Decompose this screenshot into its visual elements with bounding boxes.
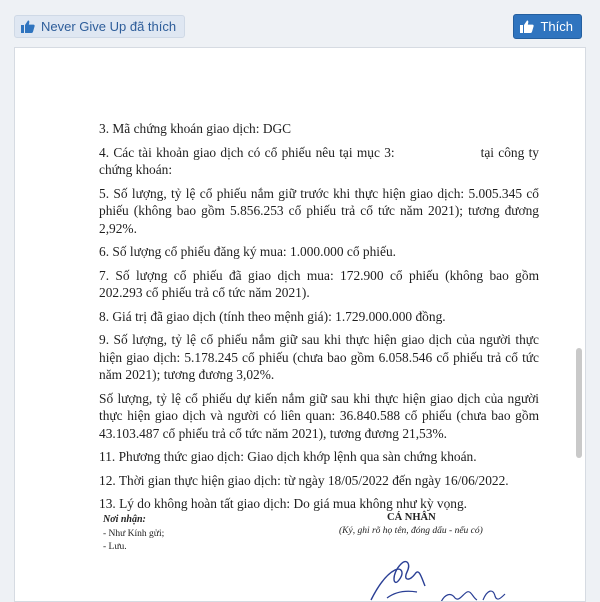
recipient-item: - Như Kính gửi;: [103, 529, 165, 539]
doc-item-8: 8. Giá trị đã giao dịch (tính theo mệnh giá): 1.729.000.000 đồng.: [99, 308, 446, 324]
recipients-title: Nơi nhận:: [103, 514, 146, 525]
like-button[interactable]: [513, 14, 582, 39]
doc-item-5: 5. Số lượng, tỷ lệ cổ phiếu nắm giữ trước khi thực hiện giao dịch: 5.005.345 cổ phiếu (không bao gồm 5.856.253 cổ phiếu trả cổ tức năm 2021); tương đương 2,92%.: [99, 185, 539, 236]
doc-item-6: 6. Số lượng cổ phiếu đăng ký mua: 1.000.000 cổ phiếu.: [99, 244, 396, 259]
signer-title: CÁ NHÂN: [387, 512, 436, 523]
doc-item-7: 7. Số lượng cổ phiếu đã giao dịch mua: 172.900 cổ phiếu (không bao gồm 202.293 cổ phiếu trả cổ tức năm 2021).: [99, 267, 539, 300]
recipient-item: - Lưu.: [103, 542, 127, 552]
doc-item-4-text: 4. Các tài khoản giao dịch có cổ phiếu nêu tại mục 3:: [99, 144, 395, 160]
document-viewer[interactable]: [14, 47, 586, 602]
doc-item-11: 11. Phương thức giao dịch: Giao dịch khớp lệnh qua sàn chứng khoán.: [99, 449, 477, 464]
thumbs-up-icon: [520, 20, 534, 33]
doc-item-3: 3. Mã chứng khoán giao dịch: DGC: [99, 121, 292, 136]
doc-item-10: Số lượng, tỷ lệ cổ phiếu dự kiến nắm giữ sau khi thực hiện giao dịch của người thực hiện giao dịch và người có liên quan: 36.840.588 cổ phiếu (chưa bao gồm 43.103.487 cổ phiếu trả cổ tức năm 2021), tương đương 21,53%.: [99, 390, 539, 441]
top-action-bar: [0, 0, 600, 52]
doc-item-12: 12. Thời gian thực hiện giao dịch: từ ngày 18/05/2022 đến ngày 16/06/2022.: [99, 472, 509, 488]
document-body: [99, 120, 539, 519]
liked-by-label: Never Give Up đã thích: [41, 19, 177, 34]
doc-item-9: 9. Số lượng, tỷ lệ cổ phiếu nắm giữ sau khi thực hiện giao dịch của người thực hiện giao dịch: 5.178.245 cổ phiếu (chưa bao gồm 6.058.546 cổ phiếu trả cổ tức năm 2021); tương đương 3,02%.: [99, 332, 539, 382]
handwritten-signature: [365, 534, 515, 602]
thumbs-up-icon: [21, 20, 35, 33]
like-button-label: Thích: [540, 19, 573, 34]
signer-note: (Ký, ghi rõ họ tên, đóng dấu - nếu có): [339, 526, 483, 536]
doc-item-13: 13. Lý do không hoàn tất giao dịch: Do giá mua không như kỳ vọng.: [99, 496, 468, 511]
doc-item-4: [99, 144, 539, 179]
liked-by-badge[interactable]: [14, 15, 185, 38]
vertical-scrollbar[interactable]: [576, 348, 582, 458]
doc-item-4-suffix: tại công ty chứng khoán:: [99, 144, 539, 177]
